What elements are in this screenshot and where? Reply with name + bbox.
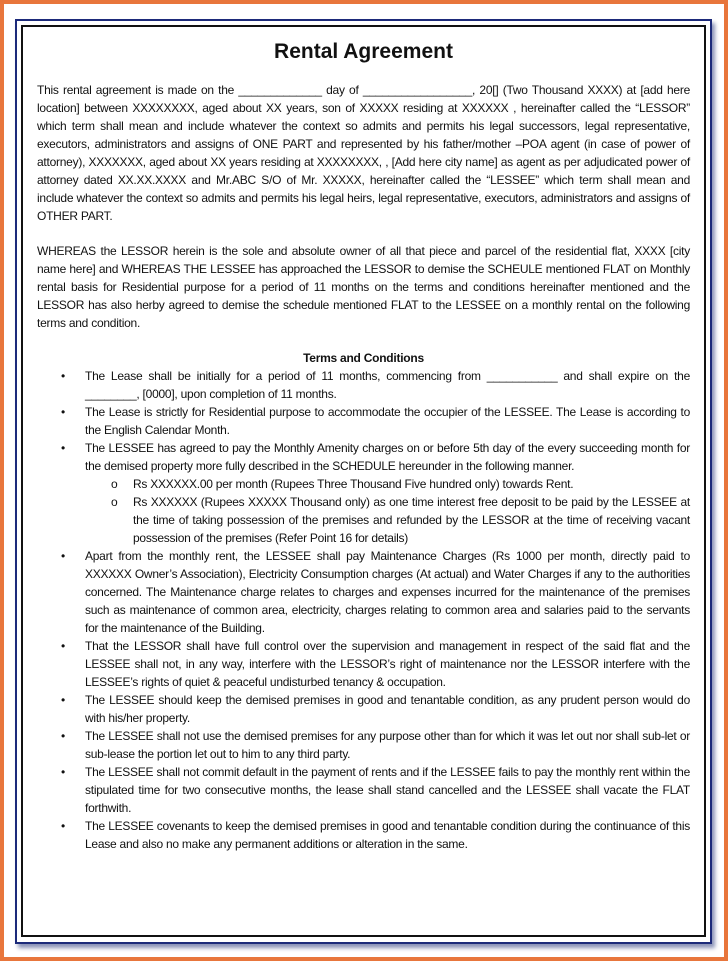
term-item: • Apart from the monthly rent, the LESSEE shall pay Maintenance Charges (Rs 1000 per month, directly paid to XXXXXX Owner’s Association), Electricity Consumption charges (At actual) and Water Charges if any to the authorities concerned. The Maintenance charge relates to charges and expenses incurred for the maintenance of the premises such as maintenance of common area, electricity, charges relating to common area and salaries paid to the servants for the maintenance of the Building.	[61, 549, 690, 635]
bullet-icon: •	[61, 549, 65, 563]
term-item: • The Lease is strictly for Residential purpose to accommodate the occupier of the LESSEE. The Lease is according to the English Calendar Month.	[61, 405, 690, 437]
circle-bullet-icon: o	[111, 477, 118, 491]
document-content	[37, 37, 690, 853]
bullet-icon: •	[61, 819, 65, 833]
bullet-icon: •	[61, 441, 65, 455]
sub-term-item: o Rs XXXXXX.00 per month (Rupees Three Thousand Five hundred only) towards Rent.	[111, 477, 574, 491]
bullet-icon: •	[61, 369, 65, 383]
bullet-icon: •	[61, 639, 65, 653]
document-title: Rental Agreement	[274, 40, 453, 63]
terms-list-continued	[37, 547, 690, 853]
circle-bullet-icon: o	[111, 495, 118, 509]
bullet-icon: •	[61, 693, 65, 707]
whereas-paragraph: WHEREAS the LESSOR herein is the sole and absolute owner of all that piece and parcel of the residential flat, XXXX [city name here] and WHEREAS THE LESSEE has approached the LESSOR to demise the SCHEULE mentioned FLAT on Monthly rental basis for Residential purpose for a period of 11 months on the terms and conditions hereinafter mentioned and the LESSOR has also herby agreed to demise the schedule mentioned FLAT to the LESSEE on a monthly rental on the following terms and condition.	[37, 244, 690, 330]
terms-heading: Terms and Conditions	[303, 351, 424, 365]
bullet-icon: •	[61, 729, 65, 743]
sub-term-item: o Rs XXXXXX (Rupees XXXXX Thousand only) as one time interest free deposit to be paid by the LESSEE at the time of taking possession of the premises and refunded by the LESSOR at the time of receiving vacant possession of the premises (Refer Point 16 for details)	[111, 495, 690, 545]
intro-paragraph: This rental agreement is made on the _____________ day of _________________, 20[] (Two Thousand XXXX) at [add here location] between XXXXXXXX, aged about XX years, son of XXXXX residing at XXXXXX , hereinafter called the “LESSOR” which term shall mean and include whatever the context so admits and permits his legal successors, legal representative, executors, administrators and assigns of ONE PART and represented by his father/mother –POA agent (in case of power of attorney), XXXXXXX, aged about XX years residing at XXXXXXXX, , [Add here city name] as agent as per adjudicated power of attorney dated XX.XX.XXXX and Mr.ABC S/O of Mr. XXXXX, hereinafter called the “LESSEE” which term shall mean and include whatever the context so admits and permits his legal heirs, legal representative, executors, administrators and assigns of OTHER PART.	[37, 83, 690, 223]
term-item: • The LESSEE shall not commit default in the payment of rents and if the LESSEE fails to pay the monthly rent within the stipulated time for two consecutive months, the lease shall stand cancelled and the LESSEE shall vacate the FLAT forthwith.	[61, 765, 690, 815]
terms-list	[37, 367, 690, 475]
term-item: • The LESSEE has agreed to pay the Monthly Amenity charges on or before 5th day of the every succeeding month for the demised property more fully described in the SCHEDULE hereunder in the following manner.	[61, 441, 690, 473]
term-item: • The LESSEE shall not use the demised premises for any purpose other than for which it was let out nor shall sub-let or sub-lease the portion let out to him to any third party.	[61, 729, 690, 761]
sub-terms-list	[37, 475, 690, 547]
term-item: • That the LESSOR shall have full control over the supervision and management in respect of the said flat and the LESSEE shall not, in any way, interfere with the LESSOR’s right of maintenance nor the LESSOR interfere with the LESSEE’s rights of quiet & peaceful undisturbed tenancy & occupation.	[61, 639, 690, 689]
bullet-icon: •	[61, 765, 65, 779]
term-item: • The LESSEE covenants to keep the demised premises in good and tenantable condition during the continuance of this Lease and also no make any permanent additions or alteration in the same.	[61, 819, 690, 851]
bullet-icon: •	[61, 405, 65, 419]
term-item: • The LESSEE should keep the demised premises in good and tenantable condition, as any prudent person would do with his/her property.	[61, 693, 690, 725]
document-page	[21, 25, 706, 937]
term-item: • The Lease shall be initially for a period of 11 months, commencing from ___________ and shall expire on the ________, [0000], upon completion of 11 months.	[61, 369, 690, 401]
